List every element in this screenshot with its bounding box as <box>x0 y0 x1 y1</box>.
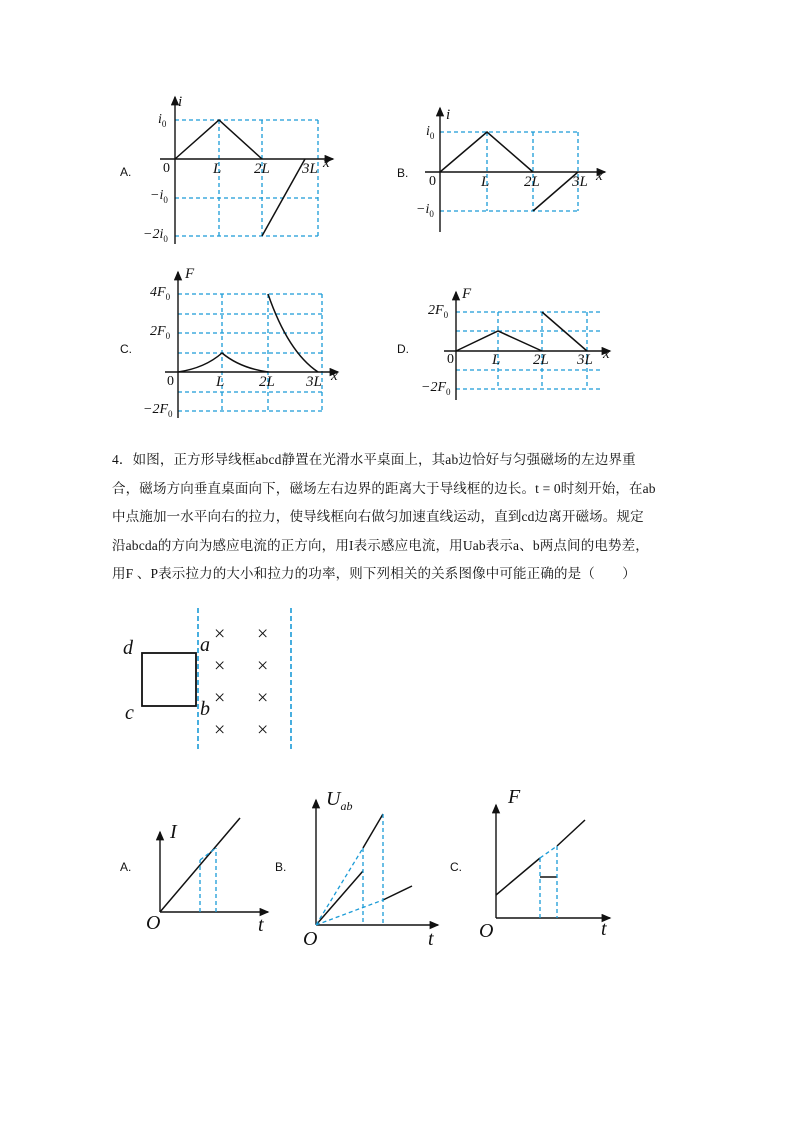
graph-d-tick-3L: 3L <box>577 352 593 368</box>
graph-c-xlabel: x <box>331 368 338 384</box>
graph-bottom-b <box>316 800 438 925</box>
field-mark: × <box>257 719 269 741</box>
option-bottom-b-label: B. <box>275 860 287 874</box>
graph-d-origin: 0 <box>447 352 454 367</box>
field-mark: × <box>214 719 226 741</box>
graph-d <box>444 292 610 400</box>
graph-a-tick-i0: $i_0$ <box>158 112 167 129</box>
graph-bottom-a-xlabel: t <box>258 914 264 936</box>
graph-c-tick-2F0: $2F_0$ <box>150 324 171 341</box>
graph-b <box>425 108 605 232</box>
corner-b-label: b <box>200 698 210 720</box>
graph-bottom-a-origin: O <box>146 912 161 934</box>
graph-a-tick-2L: 2L <box>254 161 270 177</box>
graph-bottom-c <box>496 805 610 918</box>
graph-a-tick-neg-2i0: $-2i_0$ <box>143 227 168 244</box>
graph-c-tick-3L: 3L <box>306 374 322 390</box>
graph-a-ylabel: i <box>178 94 183 110</box>
graph-b-tick-3L: 3L <box>572 174 588 190</box>
graph-a-origin: 0 <box>163 161 170 176</box>
graph-bottom-b-xlabel: t <box>428 928 434 950</box>
graph-b-tick-neg-i0: $-i_0$ <box>416 202 434 219</box>
option-a-label: A. <box>120 165 132 179</box>
field-mark: × <box>214 687 226 709</box>
question-4 <box>112 446 682 589</box>
graph-d-tick-L: L <box>492 352 501 368</box>
graph-d-xlabel: x <box>603 346 610 362</box>
graph-a-tick-L: L <box>213 161 222 177</box>
question-line: 沿abcda的方向为感应电流的正方向，用I表示感应电流，用Uab表示a、b两点间的电势差， <box>112 537 649 553</box>
graph-c-origin: 0 <box>167 374 174 389</box>
field-mark: × <box>214 623 226 645</box>
option-bottom-c-label: C. <box>450 860 462 874</box>
field-mark: × <box>257 687 269 709</box>
graph-c-tick-neg-2F0: $-2F_0$ <box>143 402 173 419</box>
field-mark: × <box>257 623 269 645</box>
graph-d-tick-2L: 2L <box>533 352 549 368</box>
question-line: 4．如图，正方形导线框abcd静置在光滑水平桌面上，其ab边恰好与匀强磁场的左边界重 <box>112 452 636 467</box>
option-bottom-a-label: A. <box>120 860 132 874</box>
corner-d-label: d <box>123 637 133 659</box>
option-b-label: B. <box>397 166 409 180</box>
graph-a-tick-neg-i0: $-i_0$ <box>150 188 168 205</box>
graph-d-tick-2F0: $2F_0$ <box>428 303 449 320</box>
field-marks-col1 <box>214 618 225 746</box>
graph-bottom-c-origin: O <box>479 920 494 942</box>
graph-a-tick-3L: 3L <box>302 161 318 177</box>
graph-bottom-c-xlabel: t <box>601 918 607 940</box>
graph-c-ylabel: F <box>185 266 195 282</box>
question-line: 用F 、P表示拉力的大小和拉力的功率，则下列相关的关系图像中可能正确的是（ ） <box>112 566 636 582</box>
question-line: 中点施加一水平向右的拉力，使导线框向右做匀加速直线运动，直到cd边离开磁场。规定 <box>112 509 644 525</box>
field-marks-col2 <box>257 618 268 746</box>
question-line: 合，磁场方向垂直桌面向下，磁场左右边界的距离大于导线框的边长。t = 0时刻开始，在ab <box>112 480 656 496</box>
graph-bottom-c-ylabel: F <box>508 786 521 808</box>
graph-b-tick-i0: $i_0$ <box>426 124 435 141</box>
graph-c-tick-4F0: $4F_0$ <box>150 285 171 302</box>
option-d-label: D. <box>397 342 409 356</box>
graph-bottom-b-ylabel: $U_{ab}$ <box>326 788 353 813</box>
graph-b-xlabel: x <box>596 168 603 184</box>
graph-b-ylabel: i <box>446 107 451 123</box>
field-mark: × <box>257 655 269 677</box>
graph-c-tick-2L: 2L <box>259 374 275 390</box>
option-c-label: C. <box>120 342 132 356</box>
field-mark: × <box>214 655 226 677</box>
graph-b-origin: 0 <box>429 174 436 189</box>
graph-c <box>165 272 338 418</box>
graph-d-tick-neg-2F0: $-2F_0$ <box>421 380 451 397</box>
graph-d-ylabel: F <box>462 286 472 302</box>
graph-a-xlabel: x <box>323 155 330 171</box>
graph-b-tick-L: L <box>481 174 490 190</box>
graph-c-tick-L: L <box>216 374 225 390</box>
corner-a-label: a <box>200 634 210 656</box>
graph-b-tick-2L: 2L <box>524 174 540 190</box>
corner-c-label: c <box>125 702 134 724</box>
graph-bottom-b-origin: O <box>303 928 318 950</box>
graph-bottom-a-ylabel: I <box>170 821 177 843</box>
